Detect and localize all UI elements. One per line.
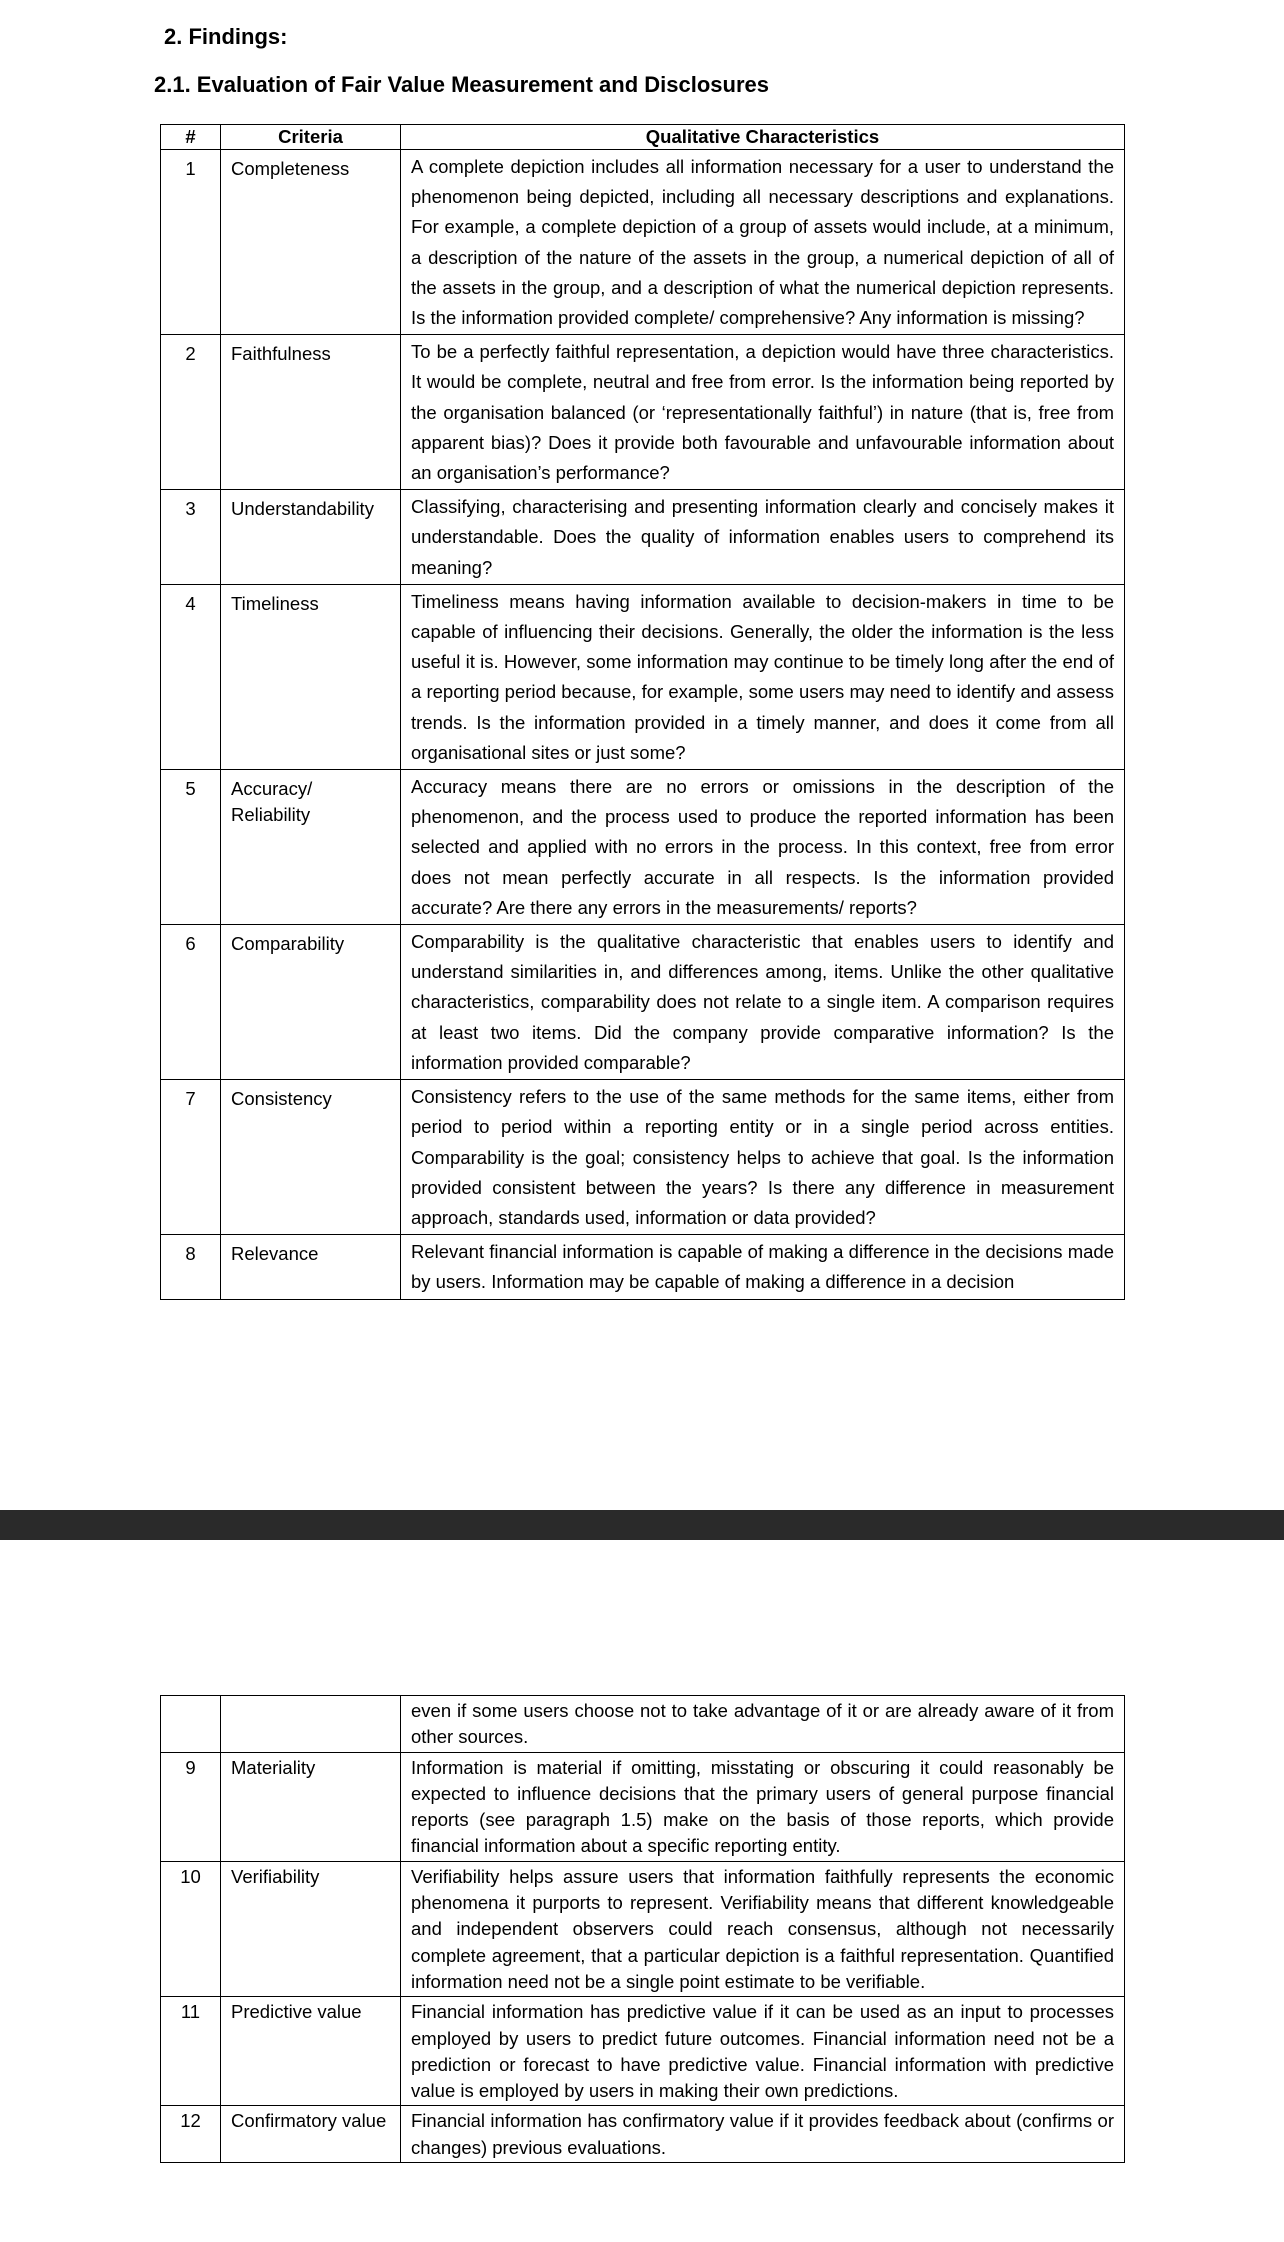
row-number: 8 (161, 1235, 221, 1299)
table-row (161, 490, 1125, 585)
row-description: Consistency refers to the use of the same methods for the same items, either from period to period within a reporting entity or in a single period across entities. Comparability is the goal; consistency helps to achieve that goal. Is the information provided consistent between the years? Is there any difference in measurement approach, standards used, information or data provided? (401, 1080, 1125, 1235)
row-description: Comparability is the qualitative characteristic that enables users to identify and understand similarities in, and differences among, items. Unlike the other qualitative characteristics, comparability does not relate to a single item. A comparison requires at least two items. Did the company provide comparative information? Is the information provided comparable? (401, 925, 1125, 1080)
table-row (161, 335, 1125, 490)
header-number: # (161, 125, 221, 150)
row-number: 10 (161, 1861, 221, 1996)
row-number: 5 (161, 770, 221, 925)
row-number: 12 (161, 2106, 221, 2163)
row-description: Relevant financial information is capable of making a difference in the decisions made by users. Information may be capable of making a difference in a decision (401, 1235, 1125, 1299)
table-row (161, 1861, 1125, 1996)
row-description: Timeliness means having information available to decision-makers in time to be capable of influencing their decisions. Generally, the older the information is the less useful it is. However, some information may continue to be timely long after the end of a reporting period because, for example, some users may need to identify and assess trends. Is the information provided in a timely manner, and does it come from all organisational sites or just some? (401, 584, 1125, 769)
row-criteria: Confirmatory value (221, 2106, 401, 2163)
row-number: 7 (161, 1080, 221, 1235)
row-criteria: Faithfulness (221, 335, 401, 490)
row-criteria: Materiality (221, 1752, 401, 1861)
section-title: 2. Findings: (164, 24, 288, 49)
row-description: Financial information has predictive value if it can be used as an input to processes employed by users to predict future outcomes. Financial information need not be a prediction or forecast to have predictive value. Financial information with predictive value is employed by users in making their own predictions. (401, 1997, 1125, 2106)
header-characteristics: Qualitative Characteristics (401, 125, 1125, 150)
row-description: To be a perfectly faithful representation, a depiction would have three characteristics. It would be complete, neutral and free from error. Is the information being reported by the organisation balanced (or ‘representationally faithful’) in nature (that is, free from apparent bias)? Does it provide both favourable and unfavourable information about an organisation’s performance? (401, 335, 1125, 490)
row-description: even if some users choose not to take advantage of it or are already aware of it from other sources. (401, 1696, 1125, 1753)
findings-table-continued (160, 1695, 1125, 2163)
row-number: 3 (161, 490, 221, 585)
row-description: Classifying, characterising and presenting information clearly and concisely makes it understandable. Does the quality of information enables users to comprehend its meaning? (401, 490, 1125, 585)
table-row (161, 1752, 1125, 1861)
row-criteria: Accuracy/ Reliability (221, 770, 401, 925)
row-description: Accuracy means there are no errors or omissions in the description of the phenomenon, and the process used to produce the reported information has been selected and applied with no errors in the process. In this context, free from error does not mean perfectly accurate in all respects. Is the information provided accurate? Are there any errors in the measurements/ reports? (401, 770, 1125, 925)
table-row (161, 770, 1125, 925)
row-criteria: Verifiability (221, 1861, 401, 1996)
table-row (161, 150, 1125, 335)
table-header-row (161, 125, 1125, 150)
table-row-continuation (161, 1696, 1125, 1753)
page-break-divider (0, 1510, 1284, 1540)
row-criteria: Timeliness (221, 584, 401, 769)
table-row (161, 925, 1125, 1080)
row-criteria: Relevance (221, 1235, 401, 1299)
row-criteria-empty (221, 1696, 401, 1753)
table-row (161, 2106, 1125, 2163)
row-number-empty (161, 1696, 221, 1753)
row-criteria: Completeness (221, 150, 401, 335)
row-criteria: Comparability (221, 925, 401, 1080)
row-criteria: Consistency (221, 1080, 401, 1235)
header-criteria: Criteria (221, 125, 401, 150)
row-description: Verifiability helps assure users that information faithfully represents the economic phenomena it purports to represent. Verifiability means that different knowledgeable and independent observers could reach consensus, although not necessarily complete agreement, that a particular depiction is a faithful representation. Quantified information need not be a single point estimate to be verifiable. (401, 1861, 1125, 1996)
row-number: 2 (161, 335, 221, 490)
row-description: Financial information has confirmatory value if it provides feedback about (confirms or changes) previous evaluations. (401, 2106, 1125, 2163)
table-row (161, 1235, 1125, 1299)
row-number: 1 (161, 150, 221, 335)
row-description: Information is material if omitting, misstating or obscuring it could reasonably be expected to influence decisions that the primary users of general purpose financial reports (see paragraph 1.5) make on the basis of those reports, which provide financial information about a specific reporting entity. (401, 1752, 1125, 1861)
table-row (161, 1997, 1125, 2106)
table-row (161, 584, 1125, 769)
row-description: A complete depiction includes all information necessary for a user to understand the phenomenon being depicted, including all necessary descriptions and explanations. For example, a complete depiction of a group of assets would include, at a minimum, a description of the nature of the assets in the group, a numerical depiction of all of the assets in the group, and a description of what the numerical depiction represents. Is the information provided complete/ comprehensive? Any information is missing? (401, 150, 1125, 335)
row-number: 9 (161, 1752, 221, 1861)
subsection-title: 2.1. Evaluation of Fair Value Measurement and Disclosures (154, 72, 769, 97)
row-number: 6 (161, 925, 221, 1080)
row-criteria: Predictive value (221, 1997, 401, 2106)
findings-table (160, 124, 1125, 1300)
row-number: 4 (161, 584, 221, 769)
table-row (161, 1080, 1125, 1235)
row-criteria: Understandability (221, 490, 401, 585)
row-number: 11 (161, 1997, 221, 2106)
